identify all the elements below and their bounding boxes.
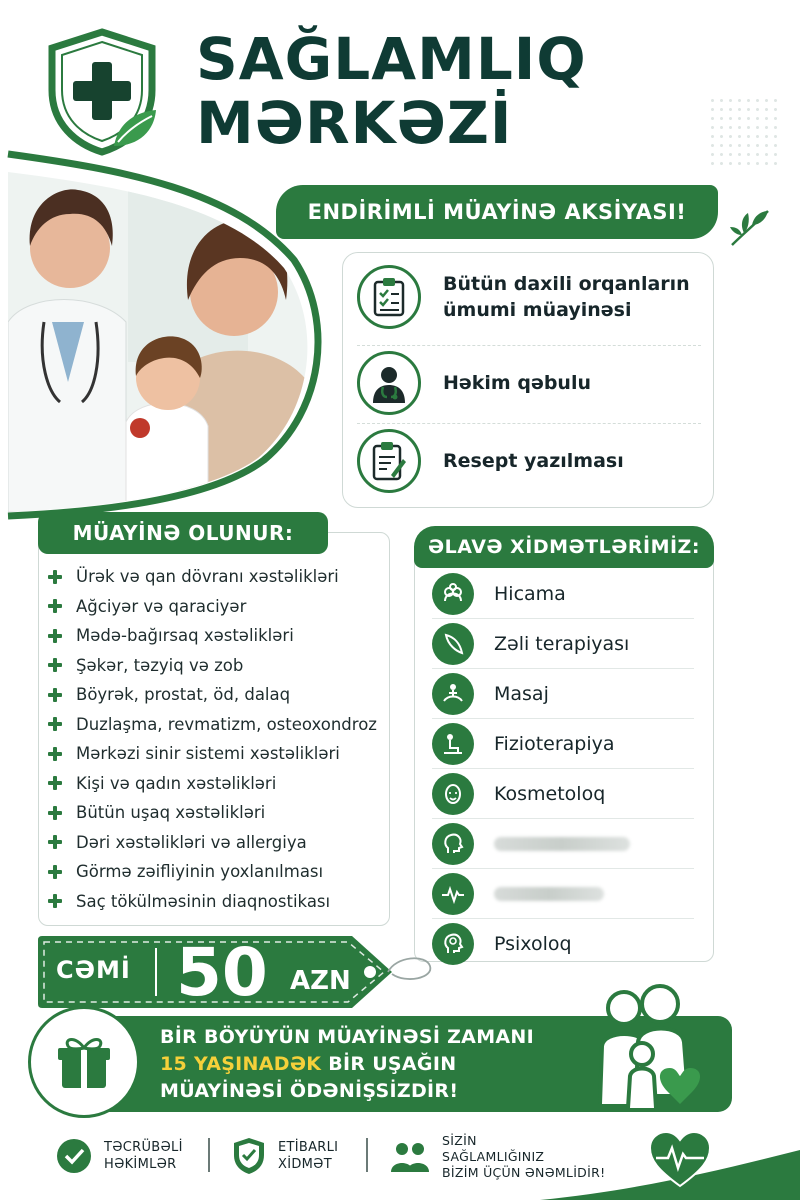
list-item	[48, 769, 388, 799]
list-item-label: Mərkəzi sinir sistemi xəstəlikləri	[76, 744, 340, 764]
footer-line: XİDMƏT	[278, 1157, 332, 1172]
list-item	[48, 798, 388, 828]
clipboard-checklist-icon	[357, 265, 421, 329]
divider	[357, 423, 701, 424]
cupping-icon	[432, 573, 474, 615]
title-line-1: SAĞLAMLIQ	[196, 25, 587, 93]
list-item	[48, 680, 388, 710]
plus-icon	[48, 747, 62, 761]
leaf-branch-icon	[728, 205, 772, 249]
heart-pulse-icon	[648, 1130, 712, 1190]
list-item-label: Görmə zəifliyinin yoxlanılması	[76, 862, 324, 882]
gift-icon	[54, 1032, 114, 1092]
plus-icon	[48, 658, 62, 672]
service-item	[357, 351, 701, 415]
family-heart-icon	[580, 984, 740, 1124]
plus-icon	[48, 894, 62, 908]
service-label: Bütün daxili orqanların ümumi müayinəsi	[443, 273, 690, 321]
massage-icon	[432, 673, 474, 715]
list-item	[48, 562, 388, 592]
list-item-label: Dəri xəstəlikləri və allergiya	[76, 832, 307, 852]
promo-badge: ENDİRİMLİ MÜAYİNƏ AKSİYASI!	[276, 185, 718, 239]
additional-service-item	[432, 669, 694, 719]
additional-services-heading: ƏLAVƏ XİDMƏTLƏRİMİZ:	[414, 526, 714, 568]
list-item	[48, 651, 388, 681]
additional-service-item	[432, 869, 694, 919]
doctor-family-photo	[8, 172, 320, 512]
plus-icon	[48, 865, 62, 879]
blurred-service-label	[494, 887, 604, 901]
logo-shield-icon	[44, 28, 160, 156]
title-line-2: MƏRKƏZİ	[196, 89, 513, 157]
list-item	[48, 887, 388, 917]
list-item	[48, 592, 388, 622]
additional-service-item	[432, 619, 694, 669]
additional-service-label: Zəli terapiyası	[494, 632, 630, 655]
additional-service-item	[432, 819, 694, 869]
banner-line-2	[160, 1051, 534, 1078]
banner-line-2-rest: BİR UŞAĞIN	[321, 1053, 457, 1075]
banner-line-1: BİR BÖYÜYÜN MÜAYİNƏSİ ZAMANI	[160, 1026, 534, 1048]
plus-icon	[48, 688, 62, 702]
blurred-service-label	[494, 837, 630, 851]
service-label: Həkim qəbulu	[443, 372, 592, 394]
plus-icon	[48, 599, 62, 613]
exam-list	[48, 562, 388, 916]
prescription-icon	[357, 429, 421, 493]
banner-line-3: MÜAYİNƏSİ ÖDƏNİŞSİZDİR!	[160, 1080, 459, 1102]
price-currency: AZN	[290, 966, 351, 996]
service-label: Resept yazılması	[443, 450, 624, 472]
footer-line: HƏKİMLƏR	[104, 1157, 177, 1172]
footer-line: ETİBARLI	[278, 1140, 339, 1155]
footer-line: TƏCRÜBƏLİ	[104, 1140, 183, 1155]
head-profile-icon	[432, 823, 474, 865]
additional-service-label: Kosmetoloq	[494, 782, 606, 805]
price-amount: 50	[176, 934, 268, 1011]
banner-highlight: 15 YAŞINADƏK	[160, 1053, 322, 1075]
gift-badge	[28, 1006, 140, 1118]
price-prefix: CƏMİ	[56, 956, 131, 984]
list-item-label: Ürək və qan dövranı xəstəlikləri	[76, 567, 339, 587]
plus-icon	[48, 570, 62, 584]
heartbeat-icon	[432, 873, 474, 915]
additional-service-item	[432, 719, 694, 769]
list-item-label: Bütün uşaq xəstəlikləri	[76, 803, 266, 823]
list-item	[48, 739, 388, 769]
plus-icon	[48, 629, 62, 643]
leech-icon	[432, 623, 474, 665]
list-item-label: Böyrək, prostat, öd, dalaq	[76, 685, 291, 705]
additional-service-label: Fizioterapiya	[494, 732, 615, 755]
banner-text	[160, 1024, 534, 1105]
page-title	[196, 25, 716, 157]
plus-icon	[48, 806, 62, 820]
exam-heading: MÜAYİNƏ OLUNUR:	[38, 512, 328, 554]
list-item	[48, 621, 388, 651]
additional-service-label: Masaj	[494, 682, 549, 705]
list-item-label: Duzlaşma, revmatizm, osteoxondroz	[76, 714, 377, 734]
plus-icon	[48, 835, 62, 849]
divider	[357, 345, 701, 346]
face-care-icon	[432, 773, 474, 815]
physiotherapy-icon	[432, 723, 474, 765]
list-item-label: Saç tökülməsinin diaqnostikası	[76, 891, 331, 911]
list-item-label: Mədə-bağırsaq xəstəlikləri	[76, 626, 294, 646]
plus-icon	[48, 776, 62, 790]
list-item-label: Kişi və qadın xəstəlikləri	[76, 773, 277, 793]
brain-head-icon	[432, 923, 474, 965]
additional-service-item	[432, 919, 694, 969]
footer-line: SAĞLAMLIĞINIZ	[442, 1149, 545, 1164]
additional-service-label: Psixoloq	[494, 933, 572, 955]
footer-line: SİZİN	[442, 1133, 477, 1148]
decorative-dots	[708, 96, 778, 166]
additional-service-item	[432, 569, 694, 619]
list-item-label: Ağciyər və qaraciyər	[76, 596, 247, 616]
services-panel	[342, 252, 714, 508]
plus-icon	[48, 717, 62, 731]
tag-string-icon	[386, 952, 434, 988]
additional-service-label: Hicama	[494, 582, 566, 605]
additional-service-item	[432, 769, 694, 819]
list-item-label: Şəkər, təzyiq və zob	[76, 655, 244, 675]
list-item	[48, 710, 388, 740]
list-item	[48, 857, 388, 887]
service-item	[357, 265, 701, 329]
footer-line: BİZİM ÜÇÜN ƏNƏMLİDİR!	[442, 1165, 606, 1180]
list-item	[48, 828, 388, 858]
doctor-icon	[357, 351, 421, 415]
service-item	[357, 429, 701, 493]
